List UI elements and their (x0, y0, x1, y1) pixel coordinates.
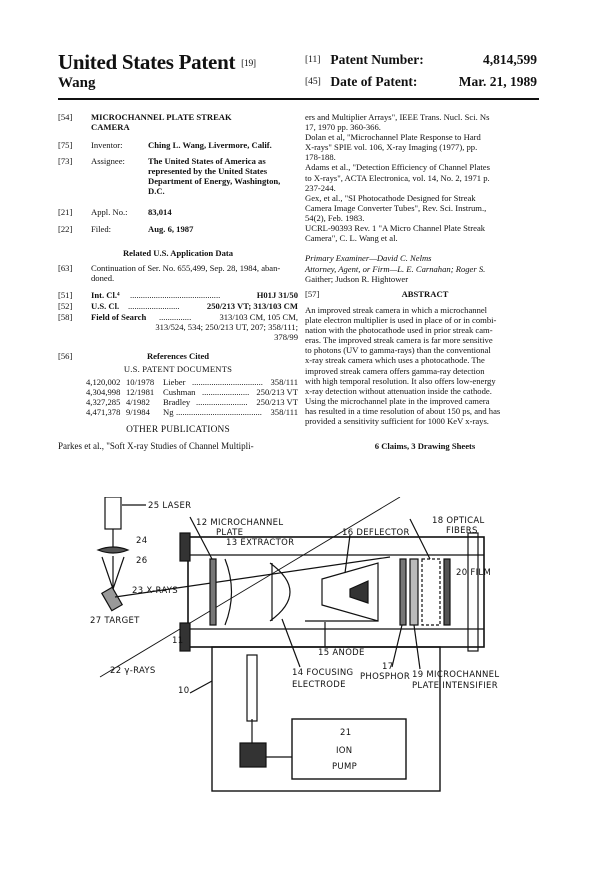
abstract-body (305, 305, 545, 426)
extractor (225, 559, 232, 625)
assignee-code: [73] (58, 156, 73, 166)
label-extractor: 13 EXTRACTOR (226, 538, 295, 548)
film (444, 559, 450, 625)
lens-24 (98, 547, 128, 553)
attorney-line-2: Gaither; Judson R. Hightower (305, 274, 409, 285)
inventor-label: Inventor: (91, 140, 123, 150)
label-10: 10 (178, 686, 190, 696)
date-line (305, 74, 537, 90)
doc-name: Lieber (163, 377, 186, 387)
publication-line: UCRL-90393 Rev. 1 "A Micro Channel Plate Streak (305, 223, 486, 234)
attorney-line-1: Attorney, Agent, or Firm—L. E. Carnahan; Roger S. (305, 264, 486, 274)
intcl-code: [51] (58, 290, 73, 300)
field-entry (58, 312, 298, 345)
label-film: 20 FILM (456, 568, 492, 578)
uscl-leader: ........................ (128, 301, 180, 311)
assignee-label: Assignee: (91, 156, 125, 166)
label-gamma: 22 γ-RAYS (110, 666, 156, 676)
patent-number-label: Patent Number: (330, 52, 424, 67)
patent-number-code: [11] (305, 55, 321, 65)
abstract-line: improved streak camera offers gamma-ray detection (305, 365, 485, 376)
doc-name: Bradley (163, 397, 191, 407)
leader-phosphor (392, 625, 402, 667)
filed-code: [22] (58, 224, 73, 234)
publication-line: 17, 1970 pp. 360-366. (305, 122, 381, 133)
assignee-line: represented by the United States (148, 166, 268, 177)
title-entry (58, 112, 298, 134)
deflector-plate (350, 581, 368, 603)
label-phosphor: PHOSPHOR (360, 672, 411, 682)
laser-body (105, 497, 121, 529)
abstract-line: x-ray detection without attenuation inside the cathode. (305, 385, 492, 396)
label-26: 26 (136, 556, 148, 566)
appl-code: [21] (58, 207, 73, 217)
label-deflector: 16 DEFLECTOR (342, 528, 410, 538)
abstract-line: nation with the photocathode used in prior streak cam- (305, 325, 493, 336)
label-11: 11 (172, 636, 184, 646)
doc-number: 4,120,002 (86, 377, 121, 387)
abstract-line: with high temporal resolution. It also offers low-energy (305, 375, 496, 386)
title-line-2: CAMERA (91, 122, 130, 133)
uscl-entry (58, 301, 298, 312)
doc-name: Ng (163, 407, 174, 417)
intcl-value: H01J 31/50 (256, 290, 298, 300)
label-pump: PUMP (332, 762, 358, 772)
doc-number: 4,471,378 (86, 407, 121, 417)
us-docs-table (86, 377, 298, 417)
appl-label: Appl. No.: (91, 207, 128, 217)
intcl-leader: .......................................... (130, 290, 221, 300)
inventor-value: Ching L. Wang, Livermore, Calif. (148, 140, 272, 150)
uscl-value: 250/213 VT; 313/103 CM (206, 301, 298, 311)
publication-line: X-rays" SPIE vol. 106, X-ray Imaging (1977), pp. (305, 142, 478, 153)
table-row (86, 397, 298, 407)
label-focus-1: 14 FOCUSING (292, 668, 354, 678)
header-rule (58, 98, 539, 100)
assignee-line: D.C. (148, 186, 165, 197)
title-entry-code: [54] (58, 112, 73, 122)
label-laser: 25 LASER (148, 501, 192, 511)
abstract-line: An improved streak camera in which a microchannel (305, 305, 488, 315)
other-pub-line: Parkes et al., "Soft X-ray Studies of Channel Multipli- (58, 441, 254, 451)
inventor-entry (58, 140, 298, 151)
flange-top-left (180, 533, 190, 561)
us-docs-heading: U.S. PATENT DOCUMENTS (123, 364, 233, 374)
abstract-line: plate electron multiplier is used in place of or in combi- (305, 315, 497, 326)
abstract-line: to photons (UV to gamma-rays) than the conventional (305, 345, 491, 356)
inventor-surname: Wang (58, 75, 96, 91)
field-line-1: 313/103 CM, 105 CM, (219, 312, 298, 322)
publication-line: 54(2), Feb. 1983. (305, 212, 365, 223)
label-mcp-2: PLATE (216, 528, 244, 538)
phosphor (400, 559, 406, 625)
appl-value: 83,014 (148, 207, 172, 217)
field-leader: ............... (159, 312, 192, 322)
abstract-line: provided a sensitivity sufficient for 1000 KeV x-rays. (305, 416, 489, 427)
uscl-label: U.S. Cl. (91, 301, 120, 311)
doc-leader: ........................ (196, 397, 248, 407)
primary-examiner: Primary Examiner—David C. Nelms (305, 253, 432, 263)
laser-cone-right (113, 557, 124, 589)
other-pubs-heading: OTHER PUBLICATIONS (126, 425, 230, 435)
filed-value: Aug. 6, 1987 (148, 224, 194, 234)
assignee-line: Department of Energy, Washington, (148, 176, 281, 187)
inventor-code: [75] (58, 140, 73, 150)
claims-line: 6 Claims, 3 Drawing Sheets (374, 441, 476, 451)
title-code: [19] (241, 59, 256, 69)
camera-drawing (60, 497, 500, 819)
doc-name: Cushman (163, 387, 196, 397)
appl-entry (58, 207, 298, 218)
publication-line: 178-188. (305, 152, 336, 163)
publication-line: Camera Image Converter Tubes", Rev. Sci. Instrum., (305, 202, 487, 213)
field-code: [58] (58, 312, 73, 322)
label-mcp-1: 12 MICROCHANNEL (196, 518, 284, 528)
date-label: Date of Patent: (330, 74, 418, 89)
publication-line: Gex, et al., "SI Photocathode Designed for Streak (305, 192, 476, 203)
label-target: 27 TARGET (90, 616, 140, 626)
doc-date: 10/1978 (126, 377, 155, 387)
label-fibers-1: 18 OPTICAL (432, 516, 485, 526)
title-line-1: MICROCHANNEL PLATE STREAK (91, 112, 232, 122)
doc-date: 9/1984 (126, 407, 150, 417)
publication-line: Adams et al., "Detection Efficiency of Channel Plates (305, 162, 490, 173)
label-intensifier-2: PLATE INTENSIFIER (412, 681, 498, 691)
attorney (305, 264, 545, 284)
target-27 (102, 587, 122, 610)
publication-line: 237-244. (305, 182, 336, 193)
abstract-line: Using the microchannel plate in the improved camera (305, 395, 490, 406)
abstract-heading-row (305, 289, 545, 299)
refs-entry (58, 351, 298, 362)
pump-valve (240, 743, 266, 767)
doc-number: 4,327,285 (86, 397, 121, 407)
doc-leader: ........................................ (176, 407, 262, 417)
continuation-line-1: Continuation of Ser. No. 655,499, Sep. 28, 1984, aban- (91, 263, 281, 273)
filed-label: Filed: (91, 224, 112, 234)
doc-class: 358/111 (270, 407, 298, 417)
field-line-3: 378/99 (274, 332, 298, 343)
label-21: 21 (340, 728, 352, 738)
abstract-code: [57] (305, 289, 320, 299)
pump-pipe (247, 655, 257, 721)
abstract-line: has resulted in a time resolution of about 150 ps, and has (305, 405, 501, 416)
optical-fibers (422, 559, 440, 625)
abstract-heading: ABSTRACT (401, 289, 449, 299)
table-row (86, 377, 298, 387)
publications-list (305, 112, 545, 243)
continuation-line-2: doned. (91, 273, 115, 284)
leader-10 (190, 681, 212, 693)
continuation-code: [63] (58, 263, 73, 273)
label-anode: 15 ANODE (318, 648, 365, 658)
publication-line: ers and Multiplier Arrays", IEEE Trans. Nucl. Sci. Ns (305, 112, 490, 122)
doc-class: 358/111 (270, 377, 298, 387)
leader-focus (282, 619, 300, 667)
patent-title: United States Patent (58, 50, 236, 74)
doc-leader: ................................. (192, 377, 263, 387)
label-17: 17 (382, 662, 394, 672)
abstract-line: x-ray streak camera which uses a photocathode. The (305, 355, 485, 366)
doc-leader: ...................... (202, 387, 250, 397)
refs-code: [56] (58, 351, 73, 361)
assignee-entry (58, 156, 298, 200)
leader-deflector (345, 535, 350, 573)
filed-entry (58, 224, 298, 235)
date-code: [45] (305, 77, 321, 87)
doc-class: 250/213 VT (256, 387, 298, 397)
patent-number: 4,814,599 (483, 52, 537, 67)
doc-number: 4,304,998 (86, 387, 121, 397)
patent-number-line (305, 52, 537, 68)
refs-heading: References Cited (146, 351, 210, 361)
publication-line: Camera", C. L. Wang et al. (305, 233, 398, 244)
related-heading: Related U.S. Application Data (122, 248, 234, 258)
publication-line: Dolan et al, "Microchannel Plate Response to Hard (305, 132, 481, 143)
continuation-entry (58, 263, 298, 285)
intcl-label: Int. Cl.⁴ (91, 290, 120, 300)
table-row (86, 407, 298, 417)
laser-cone-left (102, 557, 113, 589)
publication-line: to X-rays", ACTA Electronica, vol. 14, No. 2, 1971 p. (305, 172, 490, 183)
label-intensifier-1: 19 MICROCHANNEL (412, 670, 500, 680)
label-focus-2: ELECTRODE (292, 680, 346, 690)
label-ion: ION (336, 746, 353, 756)
label-24: 24 (136, 536, 148, 546)
microchannel-plate (210, 559, 216, 625)
doc-class: 250/213 VT (256, 397, 298, 407)
flange-right (468, 533, 478, 651)
intcl-entry (58, 290, 298, 301)
label-xrays: 23 X-RAYS (132, 586, 178, 596)
abstract-line: eras. The improved streak camera is far more sensitive (305, 335, 493, 346)
label-fibers-2: FIBERS (446, 526, 478, 536)
assignee-line: The United States of America as (148, 156, 266, 166)
field-label: Field of Search (91, 312, 147, 322)
doc-date: 4/1982 (126, 397, 150, 407)
table-row (86, 387, 298, 397)
patent-heading (58, 50, 256, 75)
mcp-intensifier (410, 559, 418, 625)
uscl-code: [52] (58, 301, 73, 311)
doc-date: 12/1981 (126, 387, 155, 397)
leader-fibers (410, 519, 430, 559)
patent-date: Mar. 21, 1989 (458, 74, 537, 89)
field-line-2: 313/524, 534; 250/213 UT, 207; 358/111; (155, 322, 298, 333)
